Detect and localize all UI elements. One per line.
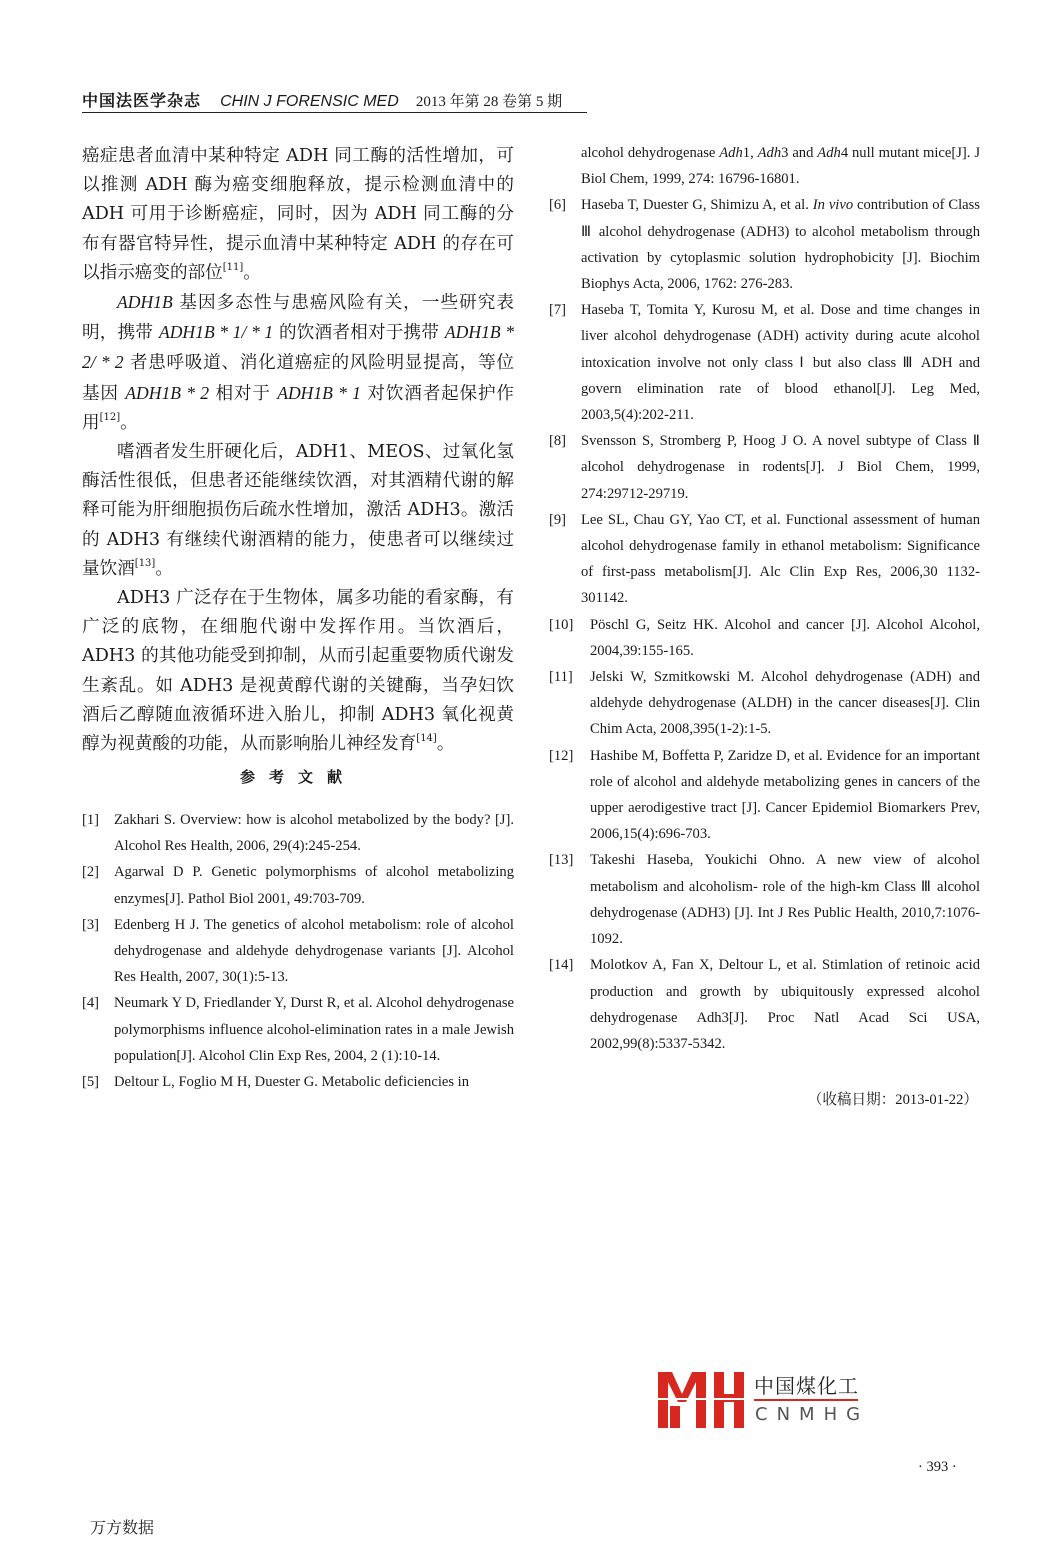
logo-text-en: CNMHG — [755, 1404, 870, 1425]
text-run: 相对于 — [209, 383, 278, 404]
text-run: Jelski W, Szmitkowski M. Alcohol dehydrogenase (ADH) and aldehyde dehydrogenase (ALDH) in the cancer diseases[J]. Clin Chim Acta, 2008,395(1-2):1-5. — [590, 669, 980, 738]
reference-number: [11] — [549, 669, 573, 686]
reference-number: [2] — [82, 864, 100, 881]
text-run: Zakhari S. Overview: how is alcohol metabolized by the body? [J]. Alcohol Res Health, 2006, 29(4):245-254. — [114, 812, 514, 855]
text-run: Takeshi Haseba, Youkichi Ohno. A new view of alcohol metabolism and alcoholism- role of the high-km Class Ⅲ alcohol dehydrogenase (ADH3) [J]. Int J Res Public Health, 2010,7:1076-1092. — [590, 852, 980, 948]
mh-logo-mark-icon — [658, 1368, 748, 1430]
text-run: 基因多态性与患癌风险有关，一些研究表明，携带 — [82, 293, 514, 344]
reference-item — [82, 990, 514, 1069]
reference-number: [9] — [549, 511, 567, 528]
reference-item — [549, 847, 980, 952]
text-run: ADH1B — [117, 292, 173, 313]
text-run: Molotkov A, Fan X, Deltour L, et al. Stimlation of retinoic acid production and growth by ubiquitously expressed alcohol dehydrogenase Adh3[J]. Proc Natl Acad Sci USA, 2002,99(8):5337-5342. — [590, 957, 980, 1052]
body-paragraph — [82, 584, 514, 759]
cnmhg-logo — [658, 1368, 868, 1430]
reference-item — [549, 428, 980, 507]
text-run: ADH1B * 1/ * 1 — [158, 322, 274, 343]
reference-text — [114, 912, 514, 991]
reference-text — [114, 1069, 514, 1095]
text-run: Pöschl G, Seitz HK. Alcohol and cancer [J]. Alcohol Alcohol, 2004,39:155-165. — [590, 616, 980, 659]
reference-item — [82, 912, 514, 991]
text-run: alcohol dehydrogenase — [581, 145, 720, 161]
reference-text — [114, 990, 514, 1069]
text-run: ADH3 广泛存在于生物体，属多功能的看家酶，有广泛的底物，在细胞代谢中发挥作用。当饮酒后，ADH3 的其他功能受到抑制，从而引起重要物质代谢发生紊乱。如 ADH3 是视黄醇代谢的关键酶，当孕妇饮酒后乙醇随血液循环进入胎儿，抑制 ADH3 氧化视黄醇为视黄酸的功能，从而影响胎儿神经发育 — [82, 588, 514, 755]
footer-watermark: 万方数据 — [90, 1518, 155, 1537]
reference-item — [82, 859, 514, 911]
reference-text — [581, 192, 980, 297]
reference-number: [3] — [82, 916, 100, 933]
text-run: 1, — [742, 145, 758, 161]
text-run: Lee SL, Chau GY, Yao CT, et al. Functional assessment of human alcohol dehydrogenase family in ethanol metabolism: Significance of first-pass metabolism[J]. Alc Clin Exp Res, 2006,30 1132-301142. — [581, 511, 980, 607]
text-run: ADH1B * 2/ * 2 — [82, 322, 515, 373]
reference-number: [4] — [82, 995, 100, 1012]
text-run: Deltour L, Foglio M H, Duester G. Metabolic deficiencies in — [114, 1074, 470, 1091]
journal-issue: 2013 年第 28 卷第 5 期 — [415, 94, 563, 110]
reference-item — [549, 192, 980, 297]
journal-name-en: CHIN J FORENSIC MED — [220, 93, 399, 110]
reference-text — [114, 807, 514, 859]
text-run: 嗜酒者发生肝硬化后，ADH1、MEOS、过氧化氢酶活性很低，但患者还能继续饮酒，对其酒精代谢的解释可能为肝细胞损伤后疏水性增加，激活 ADH3。激活的 ADH3 有继续代谢酒精的能力，使患者可以继续过量饮酒 — [82, 442, 514, 579]
reference-number: [5] — [82, 1074, 100, 1091]
text-run: 的饮酒者相对于携带 — [273, 323, 445, 344]
text-run: 。 — [436, 734, 455, 755]
text-run: 。 — [155, 558, 173, 579]
text-run: 者患呼吸道、消化道癌症的风险明显提高，等位基因 — [82, 353, 514, 404]
body-paragraph — [82, 142, 514, 288]
reference-text — [590, 664, 980, 743]
reference-item — [549, 297, 980, 428]
text-run: Haseba T, Tomita Y, Kurosu M, et al. Dose and time changes in liver alcohol dehydrogenase (ADH) activity during acute alcohol intoxication involve not only class Ⅰ but also class Ⅲ ADH and govern elimination rate of blood ethanol[J]. Leg Med, 2003,5(4):202-211. — [581, 302, 980, 424]
reference-number: [13] — [549, 852, 574, 869]
body-text — [82, 142, 514, 759]
citation-superscript: [14] — [416, 733, 437, 745]
reference-text — [590, 847, 980, 952]
reference-text — [590, 743, 980, 848]
reference-text — [590, 612, 980, 664]
text-run: 。 — [120, 412, 138, 433]
reference-text — [114, 859, 514, 911]
reference-number: [6] — [549, 197, 567, 214]
reference-item — [549, 952, 980, 1057]
citation-superscript: [12] — [99, 411, 121, 423]
citation-superscript: [13] — [134, 557, 156, 569]
text-run: Edenberg H J. The genetics of alcohol metabolism: role of alcohol dehydrogenase and aldehyde dehydrogenase variants [J]. Alcohol Res Health, 2007, 30(1):5-13. — [114, 916, 514, 986]
reference-number: [10] — [549, 616, 574, 633]
text-run: Hashibe M, Boffetta P, Zaridze D, et al. Evidence for an important role of alcohol and aldehyde metabolizing genes in cancers of the upper aerodigestive tract [J]. Cancer Epidemiol Biomarkers Prev, 2006,15(4):696-703. — [590, 747, 980, 843]
text-run: ADH1B * 2 — [125, 382, 210, 403]
references-left-column — [82, 807, 514, 1095]
reference-item — [549, 612, 980, 664]
reference-number: [14] — [549, 957, 574, 974]
references-right-column — [549, 140, 980, 1057]
references-heading: 参考文献 — [239, 768, 356, 786]
logo-text-cn: 中国煤化工 — [754, 1374, 859, 1398]
text-run: Adh — [719, 145, 743, 161]
text-run: Agarwal D P. Genetic polymorphisms of alcohol metabolizing enzymes[J]. Pathol Biol 2001, 49:703-709. — [114, 864, 514, 907]
received-date: （收稿日期：2013-01-22） — [807, 1092, 978, 1108]
running-header — [82, 88, 587, 113]
text-run: In vivo — [812, 197, 854, 214]
reference-item — [549, 664, 980, 743]
reference-5-continuation — [549, 140, 980, 192]
reference-item — [549, 743, 980, 848]
text-run: 3 and — [781, 145, 818, 161]
reference-text — [581, 297, 980, 428]
text-run: 癌症患者血清中某种特定 ADH 同工酶的活性增加，可以推测 ADH 酶为癌变细胞释放，提示检测血清中的 ADH 可用于诊断癌症，同时，因为 ADH 同工酶的分布有器官特异性，提示血清中某种特定 ADH 的存在可以指示癌变的部位 — [82, 146, 514, 283]
text-run: contribution of Class Ⅲ alcohol dehydrogenase (ADH3) to alcohol metabolism through activation by cytoplasmic solution hydrophobicity [J]. Biochim Biophys Acta, 2006, 1762: 276-283. — [581, 197, 980, 293]
reference-number: [12] — [549, 747, 574, 764]
journal-name-cn: 中国法医学杂志 — [82, 91, 202, 110]
text-run: 4 null mutant mice[J]. J Biol Chem, 1999, 274: 16796-16801. — [581, 145, 980, 188]
logo-divider — [754, 1399, 858, 1401]
reference-number: [1] — [82, 812, 100, 828]
body-paragraph — [82, 438, 514, 584]
text-run: Adh — [817, 145, 841, 161]
body-paragraph — [82, 288, 514, 438]
text-run: Neumark Y D, Friedlander Y, Durst R, et al. Alcohol dehydrogenase polymorphisms influence alcohol-elimination rates in a male Jewish population[J]. Alcohol Clin Exp Res, 2004, 2 (1):10-14. — [114, 995, 514, 1064]
page-number: · 393 · — [918, 1459, 957, 1475]
reference-text — [581, 507, 980, 612]
reference-text — [581, 428, 980, 507]
text-run: Adh — [757, 145, 782, 161]
reference-item — [82, 807, 514, 859]
text-run: 对饮酒者起保护作用 — [82, 383, 515, 433]
reference-number: [7] — [549, 302, 567, 319]
text-run: Svensson S, Stromberg P, Hoog J O. A novel subtype of Class Ⅱ alcohol dehydrogenase in rodents[J]. J Biol Chem, 1999, 274:29712-29719. — [581, 433, 980, 502]
reference-text — [590, 952, 980, 1057]
reference-item — [82, 1069, 514, 1095]
reference-item — [549, 507, 980, 612]
text-run: ADH1B * 1 — [277, 382, 361, 403]
reference-number: [8] — [549, 433, 567, 450]
citation-superscript: [11] — [222, 261, 244, 273]
text-run: Haseba T, Duester G, Shimizu A, et al. — [581, 197, 813, 214]
text-run: 。 — [243, 262, 261, 283]
